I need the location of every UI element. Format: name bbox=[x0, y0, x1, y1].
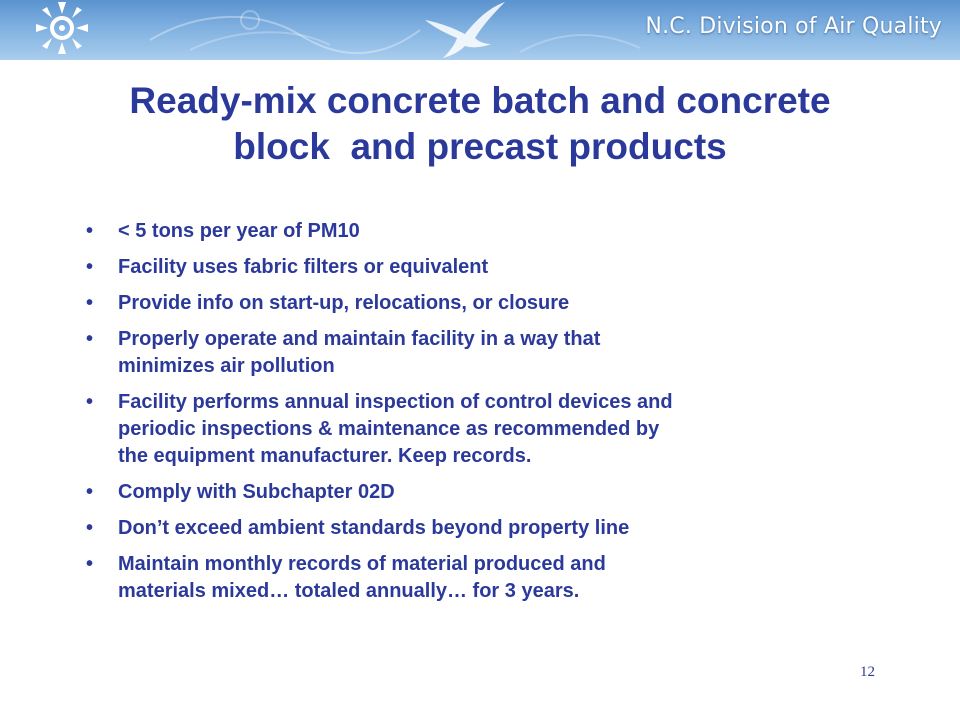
bullet-text-line: minimizes air pollution bbox=[118, 355, 335, 377]
bullet-text-line: Maintain monthly records of material produced and bbox=[118, 553, 606, 575]
title-line-1: Ready-mix concrete batch and concrete bbox=[129, 80, 831, 121]
sun-swirl-logo-icon bbox=[36, 2, 88, 54]
bullet-marker: • bbox=[86, 517, 94, 539]
bullet-marker: • bbox=[86, 553, 94, 575]
bullet-text-line: Provide info on start-up, relocations, or closure bbox=[118, 292, 570, 314]
bullet-item bbox=[80, 515, 870, 542]
bullet-item bbox=[80, 479, 870, 506]
bullet-text-line: Don’t exceed ambient standards beyond property line bbox=[118, 517, 630, 539]
bullet-item bbox=[80, 389, 870, 470]
bullet-list bbox=[80, 218, 870, 614]
bullet-text-line: < 5 tons per year of PM10 bbox=[118, 220, 360, 242]
bullet-text-line: Facility uses fabric filters or equivalent bbox=[118, 256, 489, 278]
bullet-marker: • bbox=[86, 391, 94, 413]
slide-title bbox=[60, 78, 900, 170]
bird-icon bbox=[425, 2, 505, 58]
bullet-text-line: Properly operate and maintain facility in a way that bbox=[118, 328, 601, 350]
bullet-item bbox=[80, 290, 870, 317]
header-banner bbox=[0, 0, 960, 60]
bullet-marker: • bbox=[86, 220, 94, 242]
bullet-text-line: materials mixed… totaled annually… for 3 years. bbox=[118, 580, 580, 602]
bullet-text-line: Facility performs annual inspection of control devices and bbox=[118, 391, 673, 413]
title-line-2: block and precast products bbox=[233, 126, 727, 167]
bullet-item bbox=[80, 326, 870, 380]
org-name: N.C. Division of Air Quality bbox=[645, 14, 942, 39]
bullet-marker: • bbox=[86, 328, 94, 350]
bullet-text-line: Comply with Subchapter 02D bbox=[118, 481, 395, 503]
bullet-text-line: periodic inspections & maintenance as recommended by bbox=[118, 418, 660, 440]
page-number: 12 bbox=[860, 664, 875, 680]
bullet-item bbox=[80, 551, 870, 605]
bullet-item bbox=[80, 218, 870, 245]
bullet-item bbox=[80, 254, 870, 281]
bullet-marker: • bbox=[86, 292, 94, 314]
bullet-marker: • bbox=[86, 256, 94, 278]
bullet-text-line: the equipment manufacturer. Keep records. bbox=[118, 445, 532, 467]
bullet-marker: • bbox=[86, 481, 94, 503]
